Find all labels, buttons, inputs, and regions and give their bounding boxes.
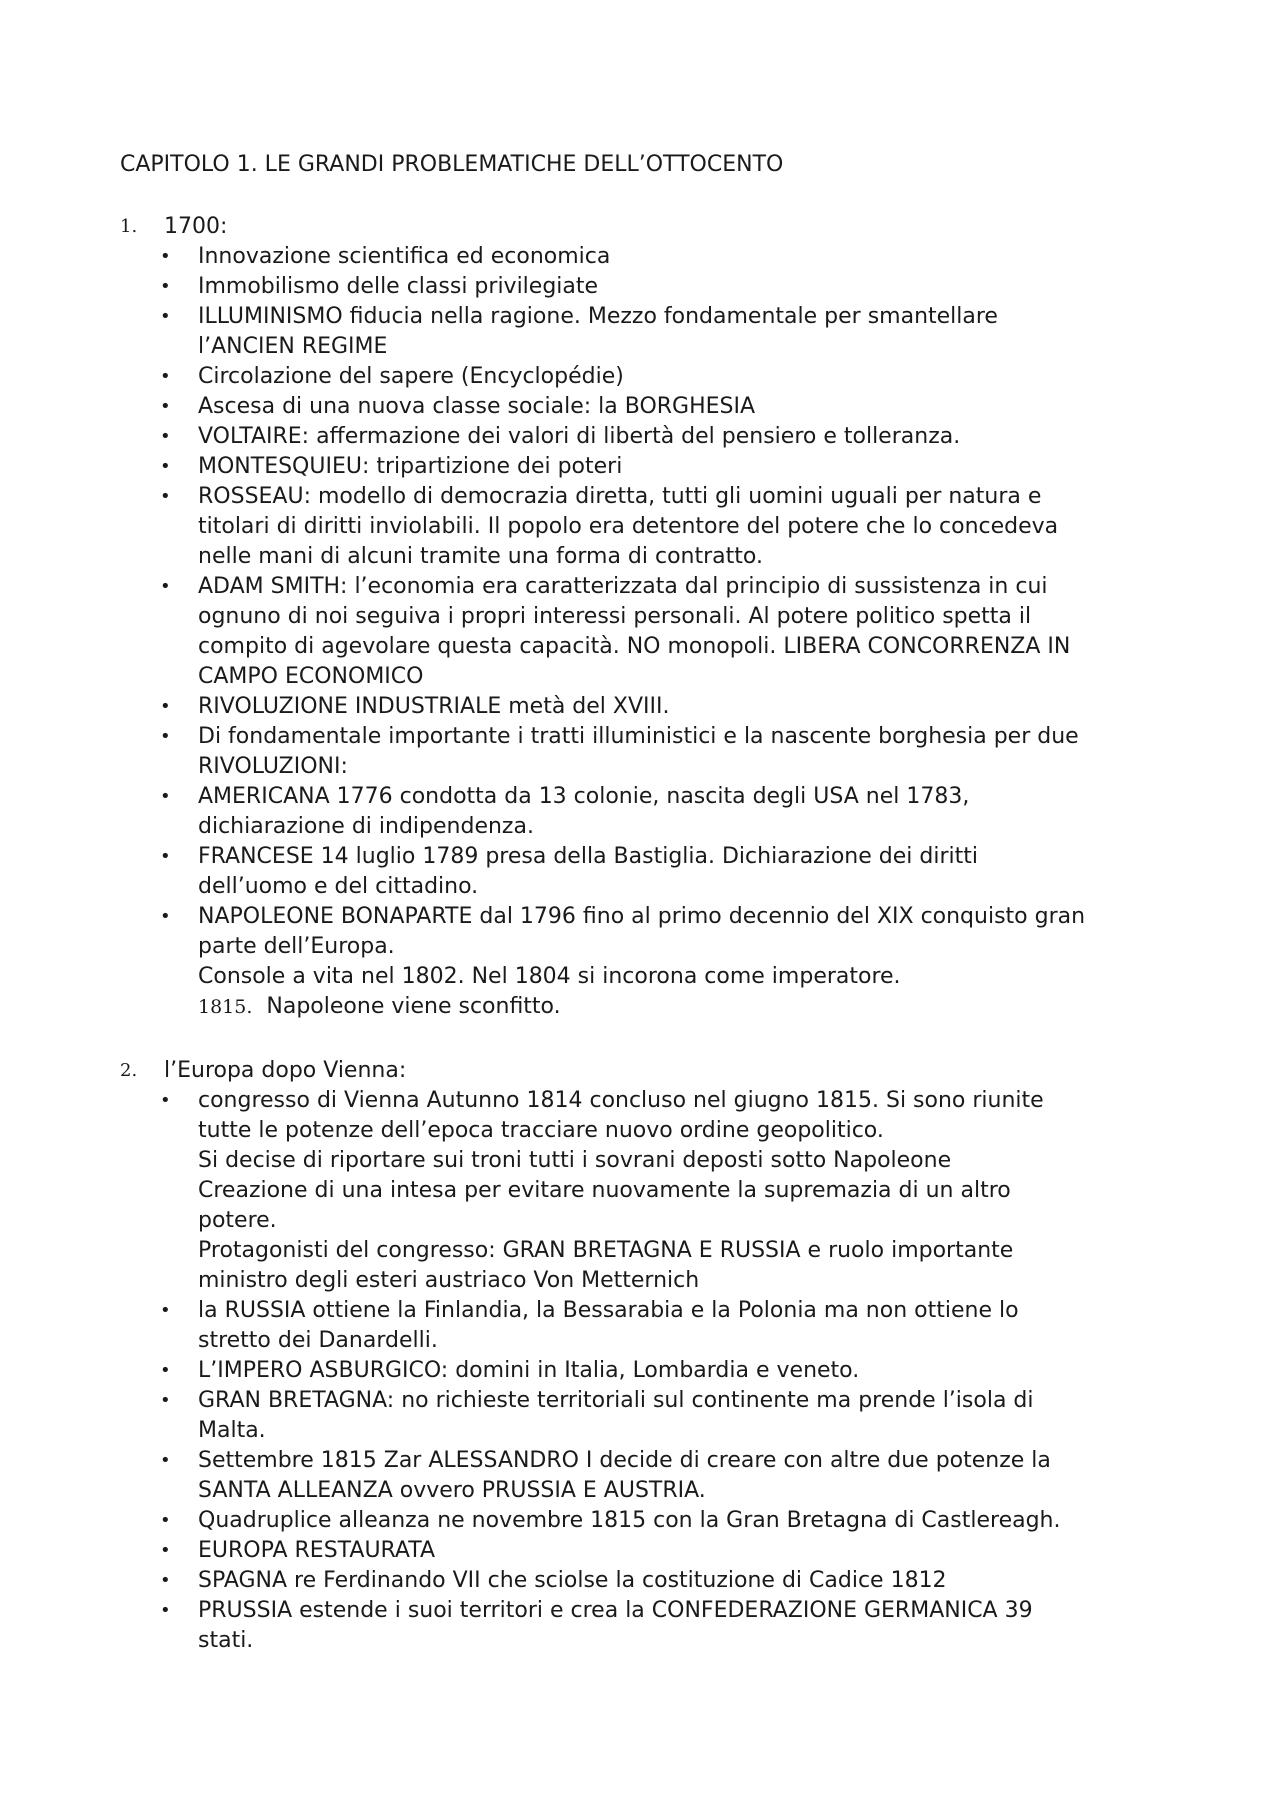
list-item-text [198,1566,1180,1596]
sections-container [120,212,1180,1656]
section-number: 1. [120,216,138,237]
list-item [160,842,1180,902]
list-item-text [198,272,1180,302]
text-line: NAPOLEONE BONAPARTE dal 1796 fino al primo decennio del XIX conquisto gran [198,904,1086,929]
list-item-text [198,842,1180,902]
text-line: PRUSSIA estende i suoi territori e crea la CONFEDERAZIONE GERMANICA 39 [198,1598,1033,1623]
bullet-icon: • [160,246,171,267]
list-item-text [198,1446,1180,1506]
text-line: RIVOLUZIONE INDUSTRIALE metà del XVIII. [198,694,670,719]
list-item-text [198,572,1180,692]
list-item-text [198,722,1180,782]
text-line: ministro degli esteri austriaco Von Metternich [198,1268,700,1293]
list-item-text [198,1506,1180,1536]
bullet-icon: • [160,906,171,927]
list-item-text [198,242,1180,272]
list-item [160,272,1180,302]
text-line: ognuno di noi seguiva i propri interessi personali. Al potere politico spetta il [198,604,1032,629]
text-line: la RUSSIA ottiene la Finlandia, la Bessarabia e la Polonia ma non ottiene lo [198,1298,1019,1323]
bullet-icon: • [160,1450,171,1471]
text-line: congresso di Vienna Autunno 1814 concluso nel giugno 1815. Si sono riunite [198,1088,1044,1113]
list-item-text [198,782,1180,842]
bullet-icon: • [160,846,171,867]
text-line: Di fondamentale importante i tratti illuministici e la nascente borghesia per due [198,724,1079,749]
list-item [160,902,1180,1022]
bullet-icon: • [160,486,171,507]
list-item-text [198,1386,1180,1446]
text-line: Malta. [198,1418,266,1443]
list-item [160,1386,1180,1446]
text-line: dichiarazione di indipendenza. [198,814,534,839]
list-item [160,482,1180,572]
text-line: RIVOLUZIONI: [198,754,348,779]
list-item [160,302,1180,362]
list-item [160,1596,1180,1656]
list-item-text [198,1086,1180,1296]
list-item-text [198,1596,1180,1656]
bullet-icon: • [160,1600,171,1621]
text-line: Innovazione scientifica ed economica [198,244,611,269]
text-line: tutte le potenze dell’epoca tracciare nuovo ordine geopolitico. [198,1118,884,1143]
bullet-list [120,1086,1180,1656]
text-line: Circolazione del sapere (Encyclopédie) [198,364,624,389]
text-line: l’ANCIEN REGIME [198,334,388,359]
bullet-icon: • [160,426,171,447]
text-line: stretto dei Danardelli. [198,1328,438,1353]
section-heading-text: l’Europa dopo Vienna: [164,1058,407,1083]
list-item [160,242,1180,272]
bullet-icon: • [160,1540,171,1561]
list-item-text [198,1296,1180,1356]
list-item [160,1566,1180,1596]
text-line: ILLUMINISMO fiducia nella ragione. Mezzo fondamentale per smantellare [198,304,998,329]
bullet-icon: • [160,276,171,297]
text-line: titolari di diritti inviolabili. Il popolo era detentore del potere che lo concedeva [198,514,1059,539]
section-heading-text: 1700: [164,214,228,239]
text-line: parte dell’Europa. [198,934,395,959]
text-line: L’IMPERO ASBURGICO: domini in Italia, Lombardia e veneto. [198,1358,860,1383]
list-item [160,572,1180,692]
list-item [160,1086,1180,1296]
text-line: FRANCESE 14 luglio 1789 presa della Bastiglia. Dichiarazione dei diritti [198,844,978,869]
bullet-icon: • [160,456,171,477]
sub-number: 1815. [198,996,253,1018]
bullet-icon: • [160,1300,171,1321]
section-number: 2. [120,1060,138,1081]
bullet-icon: • [160,786,171,807]
list-item [160,452,1180,482]
list-item-text [198,1536,1180,1566]
bullet-list [120,242,1180,1022]
text-line: nelle mani di alcuni tramite una forma di contratto. [198,544,763,569]
text-line: Console a vita nel 1802. Nel 1804 si incorona come imperatore. [198,964,901,989]
bullet-icon: • [160,576,171,597]
section-heading [120,212,1180,242]
list-item [160,362,1180,392]
text-line: Quadruplice alleanza ne novembre 1815 con la Gran Bretagna di Castlereagh. [198,1508,1061,1533]
list-item-text [198,362,1180,392]
list-item [160,1356,1180,1386]
bullet-icon: • [160,726,171,747]
bullet-icon: • [160,306,171,327]
list-item-text [198,692,1180,722]
text-line: dell’uomo e del cittadino. [198,874,479,899]
text-line: CAMPO ECONOMICO [198,664,424,689]
text-line: Ascesa di una nuova classe sociale: la BORGHESIA [198,394,756,419]
text-line: Protagonisti del congresso: GRAN BRETAGNA E RUSSIA e ruolo importante [198,1238,1014,1263]
bullet-icon: • [160,696,171,717]
text-line: AMERICANA 1776 condotta da 13 colonie, nascita degli USA nel 1783, [198,784,970,809]
list-item-text [198,452,1180,482]
list-item [160,722,1180,782]
section-heading [120,1056,1180,1086]
list-item [160,782,1180,842]
bullet-icon: • [160,1390,171,1411]
text-line: ADAM SMITH: l’economia era caratterizzata dal principio di sussistenza in cui [198,574,1048,599]
text-line: VOLTAIRE: affermazione dei valori di libertà del pensiero e tolleranza. [198,424,961,449]
list-item [160,692,1180,722]
list-item-text [198,422,1180,452]
list-item-text [198,1356,1180,1386]
bullet-icon: • [160,1510,171,1531]
bullet-icon: • [160,366,171,387]
section-1 [120,212,1180,1022]
text-line: SPAGNA re Ferdinando VII che sciolse la costituzione di Cadice 1812 [198,1568,947,1593]
list-item [160,1296,1180,1356]
text-line: ROSSEAU: modello di democrazia diretta, tutti gli uomini uguali per natura e [198,484,1042,509]
section-2 [120,1056,1180,1656]
bullet-icon: • [160,1360,171,1381]
sub-numbered-line [198,992,1180,1022]
chapter-title: CAPITOLO 1. LE GRANDI PROBLEMATICHE DELL’OTTOCENTO [120,152,784,177]
list-item [160,422,1180,452]
list-item-text [198,302,1180,362]
text-line: MONTESQUIEU: tripartizione dei poteri [198,454,623,479]
text-line: stati. [198,1628,254,1653]
text-line: potere. [198,1208,277,1233]
sub-text: Napoleone viene sconfitto. [266,994,561,1019]
list-item-text [198,392,1180,422]
list-item [160,392,1180,422]
bullet-icon: • [160,1570,171,1591]
list-item [160,1536,1180,1566]
text-line: Immobilismo delle classi privilegiate [198,274,599,299]
text-line: compito di agevolare questa capacità. NO monopoli. LIBERA CONCORRENZA IN [198,634,1071,659]
text-line: Creazione di una intesa per evitare nuovamente la supremazia di un altro [198,1178,1011,1203]
list-item-text [198,482,1180,572]
text-line: Settembre 1815 Zar ALESSANDRO I decide di creare con altre due potenze la [198,1448,1051,1473]
text-line: GRAN BRETAGNA: no richieste territoriali sul continente ma prende l’isola di [198,1388,1034,1413]
text-line: EUROPA RESTAURATA [198,1538,436,1563]
text-line: SANTA ALLEANZA ovvero PRUSSIA E AUSTRIA. [198,1478,706,1503]
bullet-icon: • [160,1090,171,1111]
text-line: Si decise di riportare sui troni tutti i sovrani deposti sotto Napoleone [198,1148,952,1173]
bullet-icon: • [160,396,171,417]
list-item [160,1446,1180,1506]
document-page [120,150,1180,1690]
list-item [160,1506,1180,1536]
list-item-text [198,902,1180,1022]
